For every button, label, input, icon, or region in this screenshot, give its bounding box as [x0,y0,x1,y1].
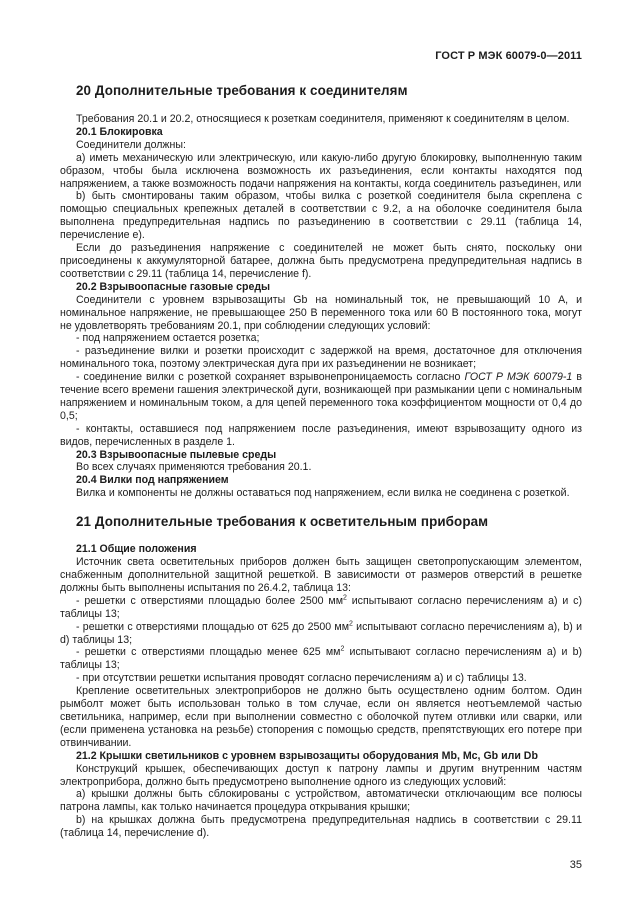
list-item-text: - решетки с отверстиями площадью менее 625 мм [76,646,341,659]
list-item [60,646,582,672]
page-header-standard: ГОСТ Р МЭК 60079-0—2011 [435,50,582,62]
section-20-intro: Требования 20.1 и 20.2, относящиеся к розеткам соединителя, применяют к соединителям в целом. [76,113,570,125]
subsection-20-3-title: 20.3 Взрывоопасные пылевые среды [76,448,277,461]
paragraph: Источник света осветительных приборов должен быть защищен светопропускающим элементом, снабженным дополнительной защитной решеткой. В зависимости от размеров отверстий в решетке должны быть выполнены испытания по 26.4.2, таблица 13: [60,556,582,594]
list-item: b) на крышках должна быть предусмотрена предупредительная надпись в соответствии с 29.11 (таблица 14, перечисление d). [60,814,582,840]
subsection-21-2-title: 21.2 Крышки светильников с уровнем взрывозащиты оборудования Mb, Mc, Gb или Db [76,749,538,762]
paragraph: Если до разъединения напряжение с соединителей не может быть снято, поскольку они присоединены к аккумуляторной батарее, должна быть предусмотрена предупредительная надпись в соответствии с 29.11 (таблица 14, перечисление f). [60,242,582,280]
list-item-text: испытывают согласно перечислениям а) и b) таблицы 13; [60,646,582,672]
paragraph: Соединители с уровнем взрывозащиты Gb на номинальный ток, не превышающий 10 А, и номинальное напряжение, не превышающее 250 В переменного тока или 60 В постоянного тока, могут не удовлетворять требованиям 20.1, при соблюдении следующих условий: [60,293,582,332]
standard-reference: ГОСТ Р МЭК 60079-1 [464,371,573,384]
page-number: 35 [569,859,582,871]
list-item: - при отсутствии решетки испытания проводят согласно перечислениям а) и с) таблицы 13. [76,672,527,685]
list-item: а) крышки должны быть сблокированы с устройством, автоматически отключающим все полюсы патрона лампы, как только начинается процедура открывания крышки; [60,788,582,814]
paragraph: Вилка и компоненты не должны оставаться под напряжением, если вилка не соединена с розеткой. [76,487,570,500]
paragraph: Во всех случаях применяются требования 20.1. [76,461,312,474]
list-item-text: - соединение вилки с розеткой сохраняет взрывонепроницаемость согласно [76,371,465,384]
list-item-text: испытывают согласно перечислениям а) и с) таблицы 13; [60,594,582,620]
list-item [60,371,582,423]
list-item: - контакты, оставшиеся под напряжением после разъединения, имеют взрывозащиту одного из видов, перечисленных в разделе 1. [60,422,582,448]
paragraph: b) быть смонтированы таким образом, чтобы вилка с розеткой соединителя была скреплена с помощью специальных крепежных деталей в соответствии с 9.2, а на оболочке соединителя была выполнена предупредительная надпись по разъединению в соответствии с 29.11 (таблица 14, перечисление е). [60,190,582,242]
list-item-text: - решетки с отверстиями площадью от 625 до 2500 мм [76,620,349,633]
section-21-title: 21 Дополнительные требования к осветительным приборам [76,514,489,530]
subsection-20-2-title: 20.2 Взрывоопасные газовые среды [76,280,271,293]
superscript: 2 [340,645,345,653]
list-item-text: испытывают согласно перечислениям а), b) и d) таблицы 13; [60,620,582,646]
paragraph: а) иметь механическую или электрическую, или какую-либо другую блокировку, выполненную таким образом, чтобы была исключена возможность их разъединения, если контакты находятся под напряжением, а также возможность подачи напряжения на контакты, когда соединитель разъединен, или [60,151,582,190]
paragraph: Соединители должны: [76,138,186,151]
superscript: 2 [342,594,347,602]
list-item-text: - решетки с отверстиями площадью более 2500 мм [76,594,343,607]
subsection-20-1-title: 20.1 Блокировка [76,125,163,138]
superscript: 2 [348,620,353,628]
section-20-title: 20 Дополнительные требования к соединителям [76,83,408,98]
list-item: - разъединение вилки и розетки происходит с задержкой на время, достаточное для отключения номинального тока, поэтому электрическая дуга при их разъединении не возникает; [60,345,582,371]
paragraph: Крепление осветительных электроприборов не должно быть осуществлено одним болтом. Один рымболт может быть использован только в том случае, если он является неотъемлемой частью светильника, например, если при выполнении совместно с оболочкой путем отливки или сварки, или (если применена установка на резьбе) стопорения с помощью средств, препятствующих его потере при отвинчивании. [60,685,582,749]
list-item [60,595,582,621]
subsection-20-4-title: 20.4 Вилки под напряжением [76,474,229,487]
document-body [60,78,582,840]
list-item [60,621,582,647]
paragraph: Конструкций крышек, обеспечивающих доступ к патрону лампы и другим внутренним частям электроприбора, должно быть предусмотрено выполнение одного из следующих условий: [60,762,582,788]
list-item-text: в течение всего времени гашения электрической дуги, возникающей при размыкании цепи с номинальным напряжением и номинальным током, а для цепей переменного тока коэффициентом мощности от 0,4 до 0,5; [60,371,582,422]
list-item: - под напряжением остается розетка; [76,332,260,345]
subsection-21-1-title: 21.1 Общие положения [76,543,197,556]
